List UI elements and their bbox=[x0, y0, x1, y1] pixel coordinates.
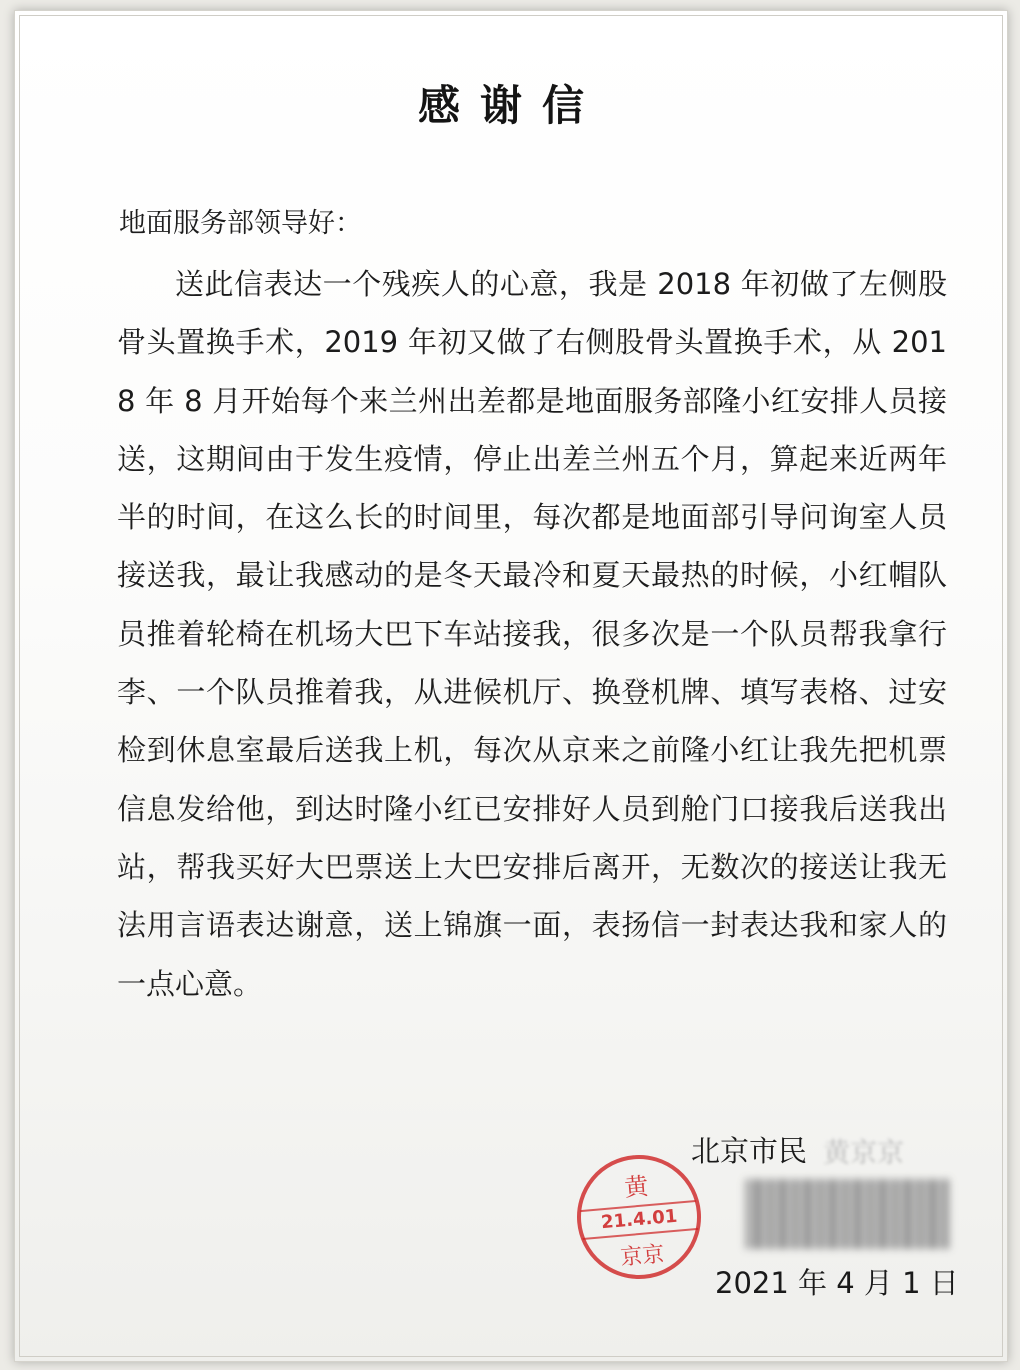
letter-body: 送此信表达一个残疾人的心意，我是 2018 年初做了左侧股骨头置换手术，2019 年初又做了右侧股骨头置换手术，从 2018 年 8 月开始每个来兰州出差都是地面服务部隆小红安排人员接送，这期间由于发生疫情，停止出差兰州五个月，算起来近两年半的时间，在这么长的时间里，每次都是地面部引导问询室人员接送我，最让我感动的是冬天最冷和夏天最热的时候，小红帽队员推着轮椅在机场大巴下车站接我，很多次是一个队员帮我拿行李、一个队员推着我，从进候机厅、换登机牌、填写表格、过安检到休息室最后送我上机，每次从京来之前隆小红让我先把机票信息发给他，到达时隆小红已安排好人员到舱门口接我后送我出站，帮我买好大巴票送上大巴安排后离开，无数次的接送让我无法用言语表达谢意，送上锦旗一面，表扬信一封表达我和家人的一点心意。 bbox=[117, 267, 947, 1001]
signature-label: 北京市民 bbox=[691, 1134, 808, 1168]
stamp-bottom-text: 京京 bbox=[619, 1241, 666, 1271]
signature-name-blurred: 黄京京 bbox=[823, 1138, 904, 1169]
handwritten-signature-redacted bbox=[745, 1179, 950, 1249]
letter-date: 2021 年 4 月 1 日 bbox=[715, 1266, 959, 1300]
letter-title: 感谢信 bbox=[417, 81, 604, 130]
letter-sheet bbox=[14, 10, 1008, 1362]
salutation: 地面服务部领导好： bbox=[119, 208, 362, 239]
stamp-top-text: 黄 bbox=[623, 1172, 650, 1203]
stamp-date-text: 21.4.01 bbox=[580, 1200, 698, 1240]
seal-stamp bbox=[572, 1150, 706, 1284]
